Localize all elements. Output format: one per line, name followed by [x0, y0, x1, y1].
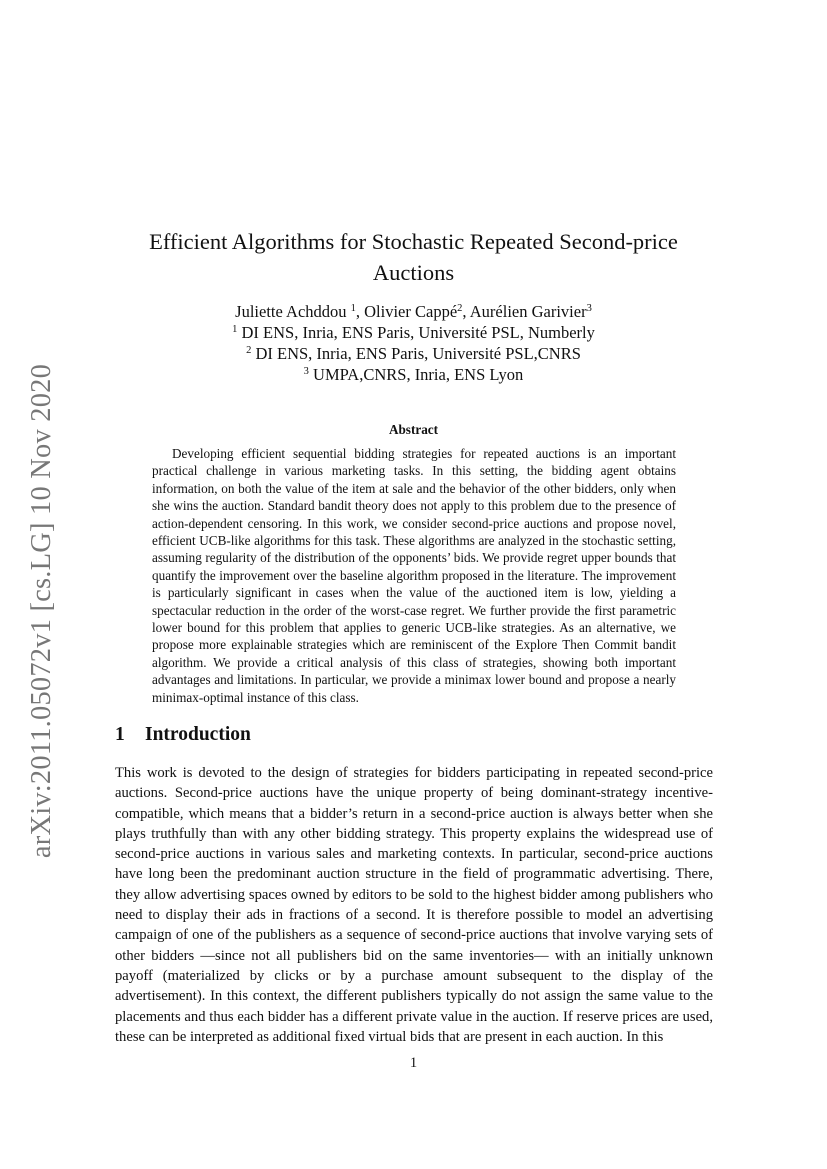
affiliation-line — [100, 343, 727, 364]
paper-title — [100, 226, 727, 288]
arxiv-identifier-stamp: arXiv:2011.05072v1 [cs.LG] 10 Nov 2020 — [26, 363, 57, 859]
author-affiliation-mark: 3 — [586, 303, 592, 314]
author-affiliation-mark: 2 — [457, 303, 463, 314]
affiliation-line — [100, 364, 727, 385]
affiliation-mark: 3 — [303, 366, 309, 377]
affiliation-mark: 1 — [232, 324, 238, 335]
section-number: 1 — [115, 724, 125, 745]
affiliation-text: UMPA,CNRS, Inria, ENS Lyon — [313, 365, 524, 384]
section-title: Introduction — [145, 724, 251, 745]
affiliation-text: DI ENS, Inria, ENS Paris, Université PSL,CNRS — [255, 344, 581, 363]
affiliation-text: DI ENS, Inria, ENS Paris, Université PSL, Numberly — [241, 323, 595, 342]
page-number: 1 — [409, 1055, 418, 1071]
author-block — [100, 301, 727, 385]
author-list: Juliette Achddou $^1$, Olivier Cappé$^2$, Aurélien Garivier$^3$ — [235, 302, 592, 321]
paper-title-line-2: Auctions — [372, 260, 455, 285]
affiliation-line — [100, 322, 727, 343]
affiliation-mark: 2 — [246, 345, 252, 356]
author-affiliation-mark: 1 — [350, 303, 356, 314]
abstract-body: Developing efficient sequential bidding strategies for repeated auctions is an important practical challenge in various marketing tasks. In this setting, the bidding agent obtains information, on both the value of the item at sale and the behavior of the other bidders, only when she wins the auction. Standard bandit theory does not apply to this problem due to the presence of action-dependent censoring. In this work, we consider second-price auctions and propose novel, efficient UCB-like algorithms for this task. These algorithms are analyzed in the stochastic setting, assuming regularity of the distribution of the opponents’ bids. We provide regret upper bounds that quantify the improvement over the baseline algorithm proposed in the literature. The improvement is particularly significant in cases when the value of the auctioned item is low, yielding a spectacular reduction in the order of the worst-case regret. We further provide the first parametric lower bound for this problem that applies to generic UCB-like strategies. As an alternative, we propose more explainable strategies which are reminiscent of the Explore Then Commit bandit algorithm. We provide a critical analysis of this class of strategies, showing both important advantages and limitations. In particular, we provide a minimax lower bound and propose a nearly minimax-optimal instance of this class. — [152, 446, 676, 705]
author-name: Olivier Cappé — [364, 302, 458, 321]
author-name: Aurélien Garivier — [469, 302, 587, 321]
introduction-body: This work is devoted to the design of strategies for bidders participating in repeated second-price auctions. Second-price auctions have the unique property of being dominant-strategy incentive-compatible, which means that a bidder’s return in a second-price auction is always better when she plays truthfully than with any other bidding strategy. This property explains the widespread use of second-price auctions in various sales and marketing contexts. In particular, second-price auctions have long been the predominant auction structure in the field of programmatic advertising. There, they allow advertising spaces owned by editors to be sold to the highest bidder among publishers who need to display their ads in fractions of a second. It is therefore possible to model an advertising campaign of one of the publishers as a sequence of second-price auctions that involve varying sets of other bidders —since not all publishers bid on the same inventories— with an initially unknown payoff (materialized by clicks or by a purchase amount subsequent to the display of the advertisement). In this context, the different publishers typically do not assign the same value to the placements and thus each bidder has a different private value in the auction. If reserve prices are used, these can be interpreted as additional fixed virtual bids that are present in each auction. In this — [115, 765, 713, 1045]
paper-title-line-1: Efficient Algorithms for Stochastic Repeated Second-price — [149, 229, 678, 254]
author-name: Juliette Achddou — [235, 302, 347, 321]
section-heading — [115, 722, 251, 748]
abstract-heading: Abstract — [388, 422, 439, 437]
